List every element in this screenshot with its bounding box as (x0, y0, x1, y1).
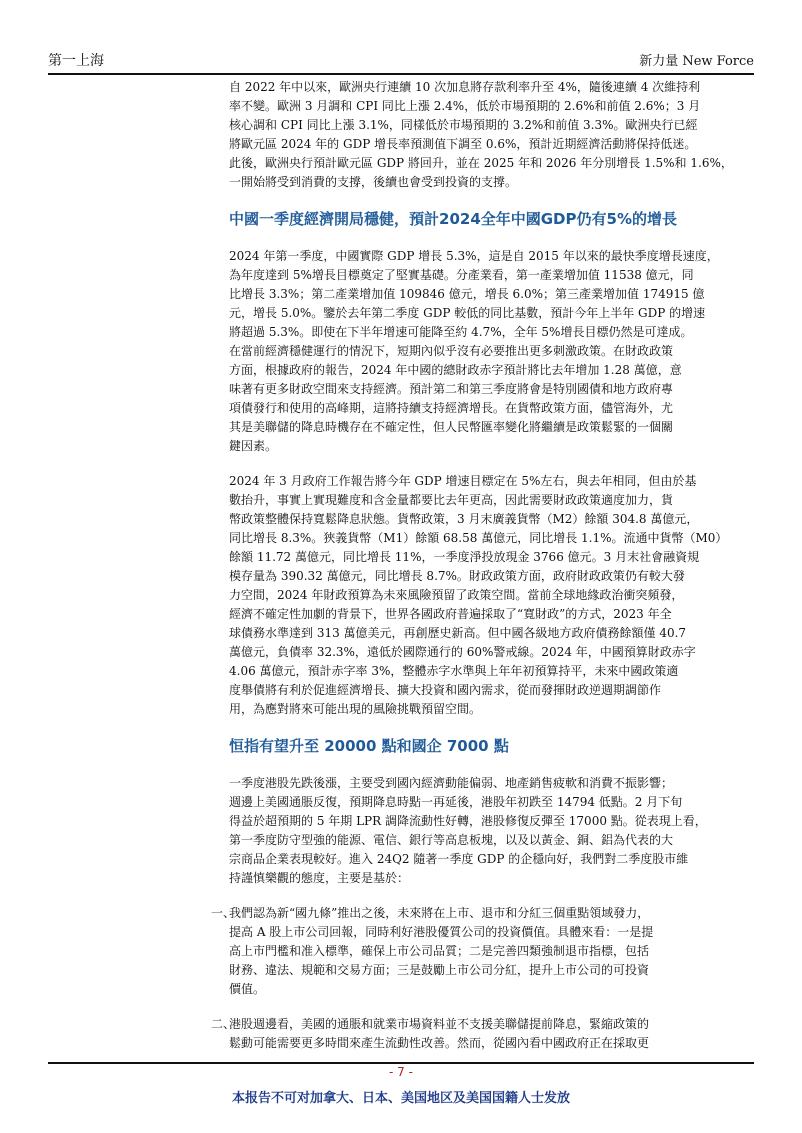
paragraph-line: 2024 年第一季度，中國實際 GDP 增長 5.3%，這是自 2015 年以來的最快季度增長速度， (229, 249, 719, 263)
list-item (211, 904, 743, 999)
paragraph-line: 4.06 萬億元，預計赤字率 3%，整體赤字水準與上年年初預算持平，未來中國政策適 (229, 664, 679, 678)
paragraph-line: 幣政策整體保持寬鬆降息狀態。貨幣政策，3 月末廣義貨幣（M2）餘額 304.8 萬億元， (229, 512, 699, 526)
page-header (0, 0, 802, 74)
paragraph-line: 其是美聯儲的降息時機存在不確定性，但人民幣匯率變化將繼續是政策鬆緊的一個關 (229, 420, 674, 434)
paragraph-line: 味著有更多財政空間來支持經濟。預計第二和第三季度將會是特別國債和地方政府專 (229, 382, 674, 396)
paragraph-line: 第一季度防守型強的能源、電信、銀行等高息板塊，以及以黃金、銅、鋁為代表的大 (229, 833, 674, 847)
paragraph-line: 得益於超預期的 5 年期 LPR 調降流動性好轉，港股修復反彈至 17000 點。從表現上看， (229, 814, 707, 828)
paragraph-line: 經濟不確定性加劇的背景下，世界各國政府普遍採取了“寬財政”的方式，2023 年全 (229, 607, 672, 621)
section-heading-china-gdp: 中國一季度經濟開局穩健，預計2024全年中國GDP仍有5%的增長 (229, 210, 677, 228)
paragraph-line: 元，增長 5.0%。鑒於去年第二季度 GDP 較低的同比基數，預計今年上半年 GDP 的增速 (229, 306, 706, 320)
footer-divider (48, 1062, 754, 1064)
header-brand: 第一上海 (48, 53, 104, 69)
report-body (211, 78, 743, 1053)
paragraph-line: 數抬升，事實上實現難度和含金量都要比去年更高，因此需要財政政策適度加力，貨 (229, 493, 674, 507)
paragraph-line: 將超過 5.3%。即使在下半年增速可能降至約 4.7%，全年 5%增長目標仍然是可達成。 (229, 325, 693, 339)
paragraph-line: 餘額 11.72 萬億元，同比增長 11%，一季度淨投放現金 3766 億元。3 月末社會融資規 (229, 550, 700, 564)
paragraph-line: 一季度港股先跌後漲，主要受到國內經濟動能偏弱、地產銷售疲軟和消費不振影響； (229, 776, 674, 790)
intro-paragraph (229, 78, 743, 192)
paragraph-line: 模存量為 390.32 萬億元，同比增長 8.7%。財政政策方面，政府財政政策仍有較大發 (229, 569, 685, 583)
intro-line: 將歐元區 2024 年的 GDP 增長率預測值下調至 0.6%，預計近期經濟活動將保持低迷。 (229, 137, 697, 151)
list-line: 我們認為新“國九條”推出之後，未來將在上市、退市和分紅三個重點領域發力， (229, 906, 650, 920)
paragraph-line: 度舉債將有利於促進經濟增長、擴大投資和國內需求，從而發揮財政逆週期調節作 (229, 683, 662, 697)
list-line: 鬆動可能需要更多時間來產生流動性改善。然而，從國內看中國政府正在採取更 (229, 1036, 650, 1050)
paragraph-line: 宗商品企業表現較好。進入 24Q2 隨著一季度 GDP 的企穩向好，我們對二季度股市維 (229, 852, 689, 866)
list-line: 提高 A 股上市公司回報，同時利好港股優質公司的投資價值。具體來看：一是提 (229, 925, 654, 939)
intro-line: 此後，歐洲央行預計歐元區 GDP 將回升，並在 2025 年和 2026 年分別增長 1.5%和 1.6%， (229, 156, 733, 170)
paragraph-line: 為年度達到 5%增長目標奠定了堅實基礎。分產業看，第一產業增加值 11538 億元，同 (229, 268, 694, 282)
list-line: 港股週邊看，美國的通脹和就業市場資料並不支援美聯儲提前降息，緊縮政策的 (229, 1017, 650, 1031)
intro-line: 一開始將受到消費的支撐，後續也會受到投資的支撐。 (229, 175, 518, 189)
list-number: 二、 (211, 1017, 236, 1031)
paragraph-line: 項債發行和使用的高峰期，這將持續支持經濟增長。在貨幣政策方面，儘管海外，尤 (229, 401, 674, 415)
fiscal-monetary-paragraph (229, 472, 743, 719)
list-item (211, 1015, 743, 1053)
paragraph-line: 鍵因素。 (229, 439, 278, 453)
distribution-disclaimer: 本报告不可对加拿大、日本、美国地区及美国国籍人士发放 (231, 1091, 570, 1106)
paragraph-line: 萬億元，負債率 32.3%，遠低於國際通行的 60%警戒線。2024 年，中國預算財政赤字 (229, 645, 696, 659)
paragraph-line: 同比增長 8.3%。狹義貨幣（M1）餘額 68.58 萬億元，同比增長 1.1%。流通中貨幣（M0） (229, 531, 728, 545)
paragraph-line: 在當前經濟穩健運行的情況下，短期內似乎沒有必要推出更多刺激政策。在財政政策 (229, 344, 674, 358)
list-line: 價值。 (229, 982, 266, 996)
paragraph-line: 用，為應對將來可能出現的風險挑戰預留空間。 (229, 702, 482, 716)
paragraph-line: 比增長 3.3%；第二產業增加值 109846 億元，增長 6.0%；第三產業增加值 174915 億 (229, 287, 705, 301)
header-divider (48, 73, 754, 75)
intro-line: 自 2022 年中以來，歐洲央行連續 10 次加息將存款利率升至 4%，隨後連續 4 次維持利 (229, 80, 701, 94)
paragraph-line: 方面，根據政府的報告，2024 年中國的總財政赤字預計將比去年增加 1.28 萬億，意 (229, 363, 682, 377)
paragraph-line: 持謹慎樂觀的態度，主要是基於： (229, 871, 410, 885)
section-heading-hsi-target: 恒指有望升至 20000 點和國企 7000 點 (229, 737, 509, 755)
page-number: - 7 - (389, 1065, 413, 1079)
list-line: 高上市門檻和准入標準，確保上市公司品質；二是完善四類強制退市指標，包括 (229, 944, 650, 958)
list-line: 財務、違法、規範和交易方面；三是鼓勵上市公司分紅，提升上市公司的可投資 (229, 963, 650, 977)
paragraph-line: 力空間，2024 年財政預算為未來風險預留了政策空間。當前全球地緣政治衝突頻發， (229, 588, 684, 602)
paragraph-line: 2024 年 3 月政府工作報告將今年 GDP 增速目標定在 5%左右，與去年相同，但由於基 (229, 474, 697, 488)
list-number: 一、 (211, 906, 236, 920)
intro-line: 率不變。歐洲 3 月調和 CPI 同比上漲 2.4%，低於市場預期的 2.6%和前值 2.6%；3 月 (229, 99, 701, 113)
paragraph-line: 球債務水準達到 313 萬億美元，再創歷史新高。但中國各級地方政府債務餘額僅 40.7 (229, 626, 687, 640)
china-gdp-paragraph (229, 247, 743, 456)
header-publication: 新力量 New Force (639, 54, 754, 69)
hk-market-paragraph (229, 774, 743, 888)
intro-line: 核心調和 CPI 同比上漲 3.1%，同樣低於市場預期的 3.2%和前值 3.3%。歐洲央行已經 (229, 118, 698, 132)
paragraph-line: 週邊上美國通脹反復，預期降息時點一再延後，港股年初跌至 14794 低點。2 月下旬 (229, 795, 683, 809)
